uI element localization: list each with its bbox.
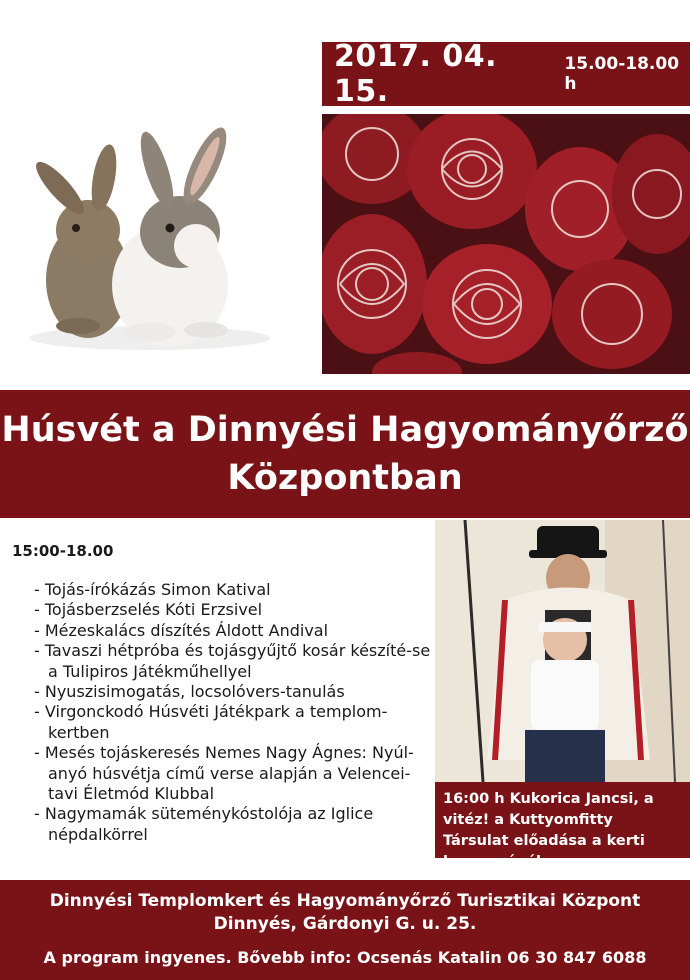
program-item: - Nyuszisimogatás, locsolóvers-tanulás <box>34 682 345 702</box>
program-item: - Nagymamák süteménykóstolója az Iglice népdalkörrel <box>34 804 374 844</box>
program-list <box>34 580 434 845</box>
footer-banner <box>0 880 690 980</box>
title-line-2: Központban <box>227 458 463 498</box>
program-time: 15:00-18.00 <box>12 542 114 560</box>
program-item: - Tojásberzselés Kóti Erzsivel <box>34 600 263 620</box>
program-item: - Mesés tojáskeresés Nemes Nagy Ágnes: Nyúl-anyó húsvétja című verse alapján a Velencei-tavi Életmód Klubbal <box>34 743 414 804</box>
show-info-box: 16:00 h Kukorica Jancsi, a vitéz! a Kuttyomfitty Társulat előadása a kerti kemencénél <box>435 782 690 858</box>
painted-eggs-photo <box>322 114 690 374</box>
title-banner <box>0 390 690 518</box>
program-item: - Virgonckodó Húsvéti Játékpark a templom-kertben <box>34 702 388 742</box>
title-line-1: Húsvét a Dinnyési Hagyományőrző <box>1 410 689 450</box>
bunnies-photo <box>0 100 300 360</box>
date-banner <box>322 39 690 109</box>
event-time: 15.00-18.00 h <box>564 54 680 94</box>
page-title <box>1 406 688 502</box>
venue-name: Dinnyési Templomkert és Hagyományőrző Turisztikai Központ <box>49 891 641 911</box>
event-date: 2017. 04. 15. <box>334 39 497 109</box>
performer-photo <box>435 520 690 782</box>
program-item: - Tavaszi hétpróba és tojásgyűjtő kosár készíté-se a Tulipiros Játékműhellyel <box>34 641 431 681</box>
contact-info: A program ingyenes. Bővebb info: Ocsenás Katalin 06 30 847 6088 <box>43 948 647 967</box>
venue-address: Dinnyés, Gárdonyi G. u. 25. <box>213 914 477 934</box>
program-item: - Mézeskalács díszítés Áldott Andival <box>34 620 329 640</box>
program-item: - Tojás-írókázás Simon Katival <box>34 580 271 599</box>
